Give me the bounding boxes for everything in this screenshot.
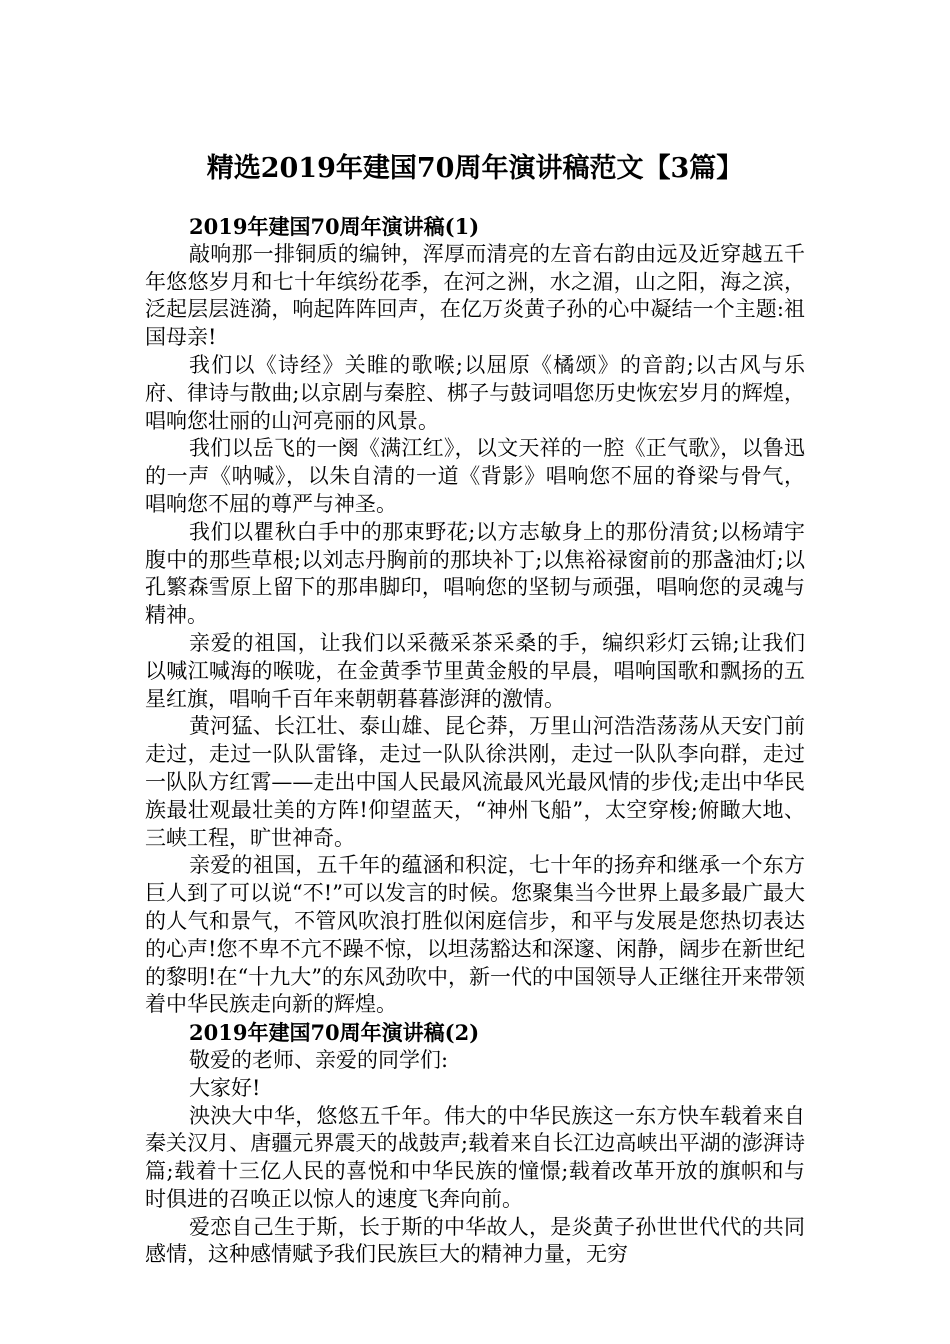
paragraph: 爱恋自己生于斯，长于斯的中华故人，是炎黄子孙世世代代的共同感情，这种感情赋予我们民族巨大的精神力量，无穷 [145, 1214, 805, 1267]
paragraph: 敲响那一排铜质的编钟，浑厚而清亮的左音右韵由远及近穿越五千年悠悠岁月和七十年缤纷花季，在河之洲，水之湄，山之阳，海之滨，泛起层层涟漪，响起阵阵回声，在亿万炎黄子孙的心中凝结一个主题:祖国母亲! [145, 241, 805, 350]
paragraph: 我们以瞿秋白手中的那束野花;以方志敏身上的那份清贫;以杨靖宇腹中的那些草根;以刘志丹胸前的那块补丁;以焦裕禄窗前的那盏油灯;以孔繁森雪原上留下的那串脚印，唱响您的坚韧与顽强，唱响您的灵魂与精神。 [145, 519, 805, 628]
paragraph: 敬爱的老师、亲爱的同学们: [189, 1047, 449, 1072]
document-body [145, 213, 805, 1269]
paragraph: 黄河猛、长江壮、泰山雄、昆仑莽，万里山河浩浩荡荡从天安门前走过，走过一队队雷锋，走过一队队徐洪刚，走过一队队李向群，走过一队队方红霄——走出中国人民最风流最风光最风情的步伐;走出中华民族最壮观最壮美的方阵!仰望蓝天，“神州飞船”，太空穿梭;俯瞰大地、三峡工程，旷世神奇。 [145, 714, 805, 850]
section-heading: 2019年建国70周年演讲稿(2) [189, 1020, 480, 1046]
paragraph: 我们以《诗经》关睢的歌喉;以屈原《橘颂》的音韵;以古风与乐府、律诗与散曲;以京剧与秦腔、梆子与鼓词唱您历史恢宏岁月的辉煌，唱响您壮丽的山河亮丽的风景。 [145, 352, 805, 433]
paragraph: 亲爱的祖国，让我们以采薇采茶采桑的手，编织彩灯云锦;让我们以喊江喊海的喉咙，在金黄季节里黄金般的早晨，唱响国歌和飘扬的五星红旗，唱响千百年来朝朝暮暮澎湃的激情。 [145, 630, 805, 711]
speech-section-1 [145, 213, 805, 1019]
speech-section-2 [145, 1019, 805, 1269]
paragraph: 亲爱的祖国，五千年的蕴涵和积淀，七十年的扬弃和继承一个东方巨人到了可以说“不!”可以发言的时候。您聚集当今世界上最多最广最大的人气和景气，不管风吹浪打胜似闲庭信步，和平与发展是您热切表达的心声!您不卑不亢不躁不惊，以坦荡豁达和深邃、闲静，阔步在新世纪的黎明!在“十九大”的东风劲吹中，新一代的中国领导人正继往开来带领着中华民族走向新的辉煌。 [145, 853, 805, 1017]
paragraph: 大家好! [189, 1075, 261, 1100]
paragraph: 泱泱大中华，悠悠五千年。伟大的中华民族这一东方快车载着来自秦关汉月、唐疆元界震天的战鼓声;载着来自长江边高峡出平湖的澎湃诗篇;载着十三亿人民的喜悦和中华民族的憧憬;载着改革开放的旗帜和与时俱进的召唤正以惊人的速度飞奔向前。 [145, 1103, 805, 1211]
document-title: 精选2019年建国70周年演讲稿范文【3篇】 [206, 153, 744, 184]
section-heading: 2019年建国70周年演讲稿(1) [189, 214, 480, 239]
paragraph: 我们以岳飞的一阕《满江红》，以文天祥的一腔《正气歌》，以鲁迅的一声《呐喊》，以朱自清的一道《背影》唱响您不屈的脊梁与骨气，唱响您不屈的尊严与神圣。 [145, 436, 805, 516]
document-page [145, 145, 805, 1269]
